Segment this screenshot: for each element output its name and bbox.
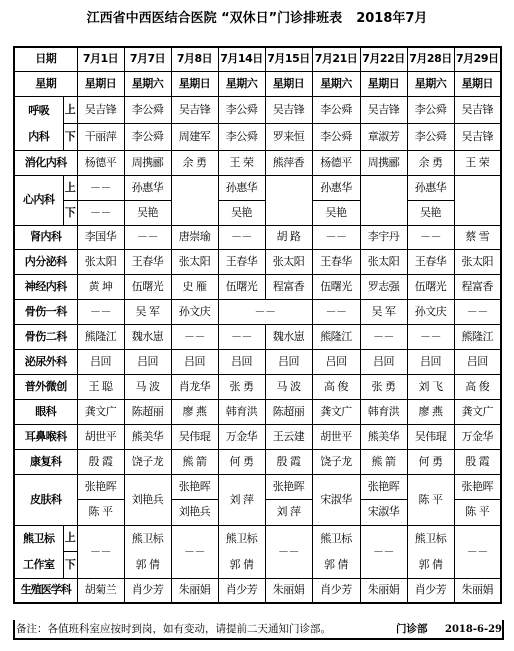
schedule-cell-bottom: 郭 倩 (229, 557, 254, 571)
schedule-cell: 何 勇 (218, 449, 265, 474)
header-date: 7月21日 (312, 47, 360, 71)
title-date: 2018年7月 (356, 11, 428, 26)
schedule-cell: 王春华 (218, 249, 265, 274)
header-date: 7月1日 (77, 47, 124, 71)
shift-upper: 上 (63, 96, 77, 123)
schedule-cell: 肖少芳 (218, 578, 265, 603)
schedule-cell: 韩育洪 (360, 399, 407, 424)
schedule-cell: 周携郦 (124, 150, 171, 175)
schedule-cell: 朱丽娟 (360, 578, 407, 603)
schedule-cell (124, 525, 171, 578)
schedule-cell: 吕回 (124, 349, 171, 374)
schedule-cell: 张 勇 (360, 374, 407, 399)
schedule-cell-empty (171, 175, 218, 225)
schedule-cell (77, 474, 124, 525)
schedule-cell-bottom: 郭 倩 (418, 557, 443, 571)
schedule-cell: 李公舜 (124, 123, 171, 150)
schedule-cell: 肖少芳 (124, 578, 171, 603)
header-weekday: 星期日 (77, 71, 124, 96)
schedule-cell: 章淑芳 (360, 123, 407, 150)
schedule-cell: 胡世平 (77, 424, 124, 449)
schedule-cell: －－ (454, 525, 501, 578)
schedule-cell: －－ (124, 225, 171, 249)
schedule-cell: 朱丽娟 (454, 578, 501, 603)
header-date: 7月15日 (265, 47, 312, 71)
dept-huxi (14, 96, 63, 150)
schedule-cell: 吴艳 (312, 200, 360, 225)
schedule-cell: 吕回 (360, 349, 407, 374)
schedule-cell: －－ (77, 525, 124, 578)
schedule-cell: －－ (265, 525, 312, 578)
header-weekday: 星期日 (360, 71, 407, 96)
schedule-cell: 吴吉锋 (454, 96, 501, 123)
schedule-cell-bottom: 宋淑华 (361, 499, 407, 525)
schedule-cell: 孙惠华 (407, 175, 454, 200)
schedule-cell: 余 勇 (171, 150, 218, 175)
schedule-cell: 吴吉锋 (360, 96, 407, 123)
header-weekday: 星期六 (312, 71, 360, 96)
dept-miniao: 泌尿外科 (14, 349, 77, 374)
page-title (0, 7, 514, 26)
schedule-cell: 刘艳兵 (124, 474, 171, 525)
schedule-cell: －－ (77, 299, 124, 324)
schedule-cell: 孙文庆 (171, 299, 218, 324)
dept-xiongwei (14, 525, 63, 578)
dept-kangfu: 康复科 (14, 449, 77, 474)
schedule-cell: 王春华 (124, 249, 171, 274)
schedule-cell: －－ (77, 200, 124, 225)
schedule-cell: 吕回 (265, 349, 312, 374)
footer-issuer: 门诊部 (396, 623, 428, 635)
schedule-cell: 王 荣 (218, 150, 265, 175)
schedule-cell: 熊萍香 (265, 150, 312, 175)
header-date: 7月28日 (407, 47, 454, 71)
schedule-cell: 孙惠华 (312, 175, 360, 200)
schedule-cell: 伍曙光 (312, 274, 360, 299)
schedule-cell: 孙文庆 (407, 299, 454, 324)
schedule-cell: 陈 平 (407, 474, 454, 525)
schedule-cell: 吴伟琨 (407, 424, 454, 449)
dept-xinneike: 心内科 (14, 175, 63, 225)
schedule-cell-top: 张艳晖 (367, 479, 400, 493)
schedule-cell: 李公舜 (124, 96, 171, 123)
schedule-cell: 吴艳 (218, 200, 265, 225)
schedule-cell: 孙惠华 (218, 175, 265, 200)
schedule-cell-bottom: 郭 倩 (135, 557, 160, 571)
schedule-cell: －－ (218, 324, 265, 349)
header-date: 7月29日 (454, 47, 501, 71)
schedule-cell: 高 俊 (312, 374, 360, 399)
schedule-cell: 程富香 (454, 274, 501, 299)
schedule-cell: 蔡 雪 (454, 225, 501, 249)
schedule-cell: 吴吉锋 (77, 96, 124, 123)
schedule-cell: 胡 路 (265, 225, 312, 249)
schedule-cell: －－ (312, 299, 360, 324)
schedule-cell: 龚文广 (312, 399, 360, 424)
schedule-cell: 李国华 (77, 225, 124, 249)
footer-date: 2018-6-29 (445, 624, 503, 635)
schedule-cell: 朱丽娟 (171, 578, 218, 603)
schedule-cell: 李公舜 (407, 123, 454, 150)
header-weekday: 星期六 (407, 71, 454, 96)
schedule-cell: 周建军 (171, 123, 218, 150)
header-weekday: 星期日 (171, 71, 218, 96)
dept-shenjing: 神经内科 (14, 274, 77, 299)
schedule-cell-top: 熊卫标 (320, 531, 352, 545)
schedule-cell: 饶子龙 (312, 449, 360, 474)
dept-gushang1: 骨伤一科 (14, 299, 77, 324)
schedule-cell: 胡世平 (312, 424, 360, 449)
schedule-cell: 朱丽娟 (265, 578, 312, 603)
schedule-cell: 宋淑华 (312, 474, 360, 525)
schedule-cell: 罗志强 (360, 274, 407, 299)
header-weekday: 星期日 (454, 71, 501, 96)
schedule-cell-top: 张艳晖 (84, 479, 117, 493)
dept-shengzhi: 生殖医学科 (14, 578, 77, 603)
header-weekday: 星期六 (124, 71, 171, 96)
schedule-cell (265, 474, 312, 525)
schedule-cell: 吕回 (218, 349, 265, 374)
schedule-cell: －－ (407, 225, 454, 249)
schedule-cell: 殷 霞 (454, 449, 501, 474)
schedule-cell: －－ (312, 225, 360, 249)
footer-note (13, 621, 502, 638)
schedule-cell: 史 雁 (171, 274, 218, 299)
schedule-cell-empty (360, 175, 407, 225)
schedule-cell: 余 勇 (407, 150, 454, 175)
schedule-cell: －－ (218, 225, 265, 249)
schedule-cell: 罗来恒 (265, 123, 312, 150)
dept-yanke: 眼科 (14, 399, 77, 424)
schedule-cell: 韩育洪 (218, 399, 265, 424)
schedule-cell-bottom: 陈 平 (78, 499, 124, 525)
schedule-cell-top: 熊卫标 (131, 531, 164, 545)
footer-note-text: 备注：各值班科室应按时到岗，如有变动，请提前二天通知门诊部。 (16, 623, 331, 635)
schedule-cell: 殷 霞 (77, 449, 124, 474)
schedule-cell: 吴 军 (360, 299, 407, 324)
schedule-cell: 马 波 (265, 374, 312, 399)
schedule-cell: 熊美华 (124, 424, 171, 449)
dept-gushang2: 骨伤二科 (14, 324, 77, 349)
schedule-cell: 魏水崽 (265, 324, 312, 349)
schedule-cell-bottom: 郭 倩 (324, 557, 348, 571)
schedule-cell: 孙惠华 (124, 175, 171, 200)
header-date: 7月8日 (171, 47, 218, 71)
schedule-cell: 廖 燕 (407, 399, 454, 424)
schedule-cell: 唐崇瑜 (171, 225, 218, 249)
schedule-cell: 万金华 (454, 424, 501, 449)
header-date-label: 日期 (14, 47, 77, 71)
dept-shennei: 肾内科 (14, 225, 77, 249)
schedule-cell: 熊隆江 (312, 324, 360, 349)
dept-puwai: 普外微创 (14, 374, 77, 399)
schedule-cell: 陈超丽 (265, 399, 312, 424)
schedule-cell: 胡菊兰 (77, 578, 124, 603)
schedule-cell: 吕回 (312, 349, 360, 374)
header-date: 7月14日 (218, 47, 265, 71)
schedule-cell: －－ (218, 299, 312, 324)
schedule-cell: 王 荣 (454, 150, 501, 175)
schedule-cell: 吴吉锋 (454, 123, 501, 150)
schedule-cell: 伍曙光 (124, 274, 171, 299)
schedule-cell: 伍曙光 (407, 274, 454, 299)
schedule-cell: 吴伟琨 (171, 424, 218, 449)
schedule-cell (218, 525, 265, 578)
schedule-cell: －－ (360, 525, 407, 578)
schedule-cell: 李宇丹 (360, 225, 407, 249)
schedule-cell: 张太阳 (265, 249, 312, 274)
schedule-cell: 周携郦 (360, 150, 407, 175)
header-weekday: 星期六 (218, 71, 265, 96)
schedule-cell-empty (454, 175, 501, 225)
schedule-cell: －－ (171, 324, 218, 349)
shift-lower: 下 (63, 123, 77, 150)
schedule-cell: 熊隆江 (454, 324, 501, 349)
schedule-cell: 王云建 (265, 424, 312, 449)
schedule-cell-empty (265, 175, 312, 225)
schedule-cell: 李公舜 (218, 96, 265, 123)
schedule-cell: 吴艳 (407, 200, 454, 225)
schedule-cell (312, 525, 360, 578)
schedule-cell: 高 俊 (454, 374, 501, 399)
schedule-cell: 吕回 (454, 349, 501, 374)
schedule-cell: 魏水崽 (124, 324, 171, 349)
schedule-cell: 饶子龙 (124, 449, 171, 474)
schedule-cell: －－ (360, 324, 407, 349)
schedule-cell: 李公舜 (312, 96, 360, 123)
schedule-cell: 张 勇 (218, 374, 265, 399)
schedule-cell (407, 525, 454, 578)
schedule-cell: －－ (454, 299, 501, 324)
shift-upper: 上 (63, 525, 77, 552)
schedule-cell: 吴吉锋 (171, 96, 218, 123)
schedule-cell-top: 熊卫标 (414, 531, 447, 545)
schedule-cell: 熊 箭 (360, 449, 407, 474)
schedule-cell: 张太阳 (454, 249, 501, 274)
schedule-cell: 李公舜 (407, 96, 454, 123)
schedule-cell-top: 张艳晖 (461, 479, 493, 493)
schedule-cell: 李公舜 (312, 123, 360, 150)
shift-lower: 下 (63, 200, 77, 225)
shift-lower: 下 (63, 552, 77, 579)
dept-label: 工作室 (23, 558, 55, 571)
schedule-cell: 吕回 (77, 349, 124, 374)
dept-pifu: 皮肤科 (14, 474, 77, 525)
schedule-cell: 熊 箭 (171, 449, 218, 474)
header-date: 7月7日 (124, 47, 171, 71)
schedule-cell: 陈超丽 (124, 399, 171, 424)
schedule-cell: 王春华 (312, 249, 360, 274)
schedule-cell: 杨德平 (77, 150, 124, 175)
header-weekday: 星期日 (265, 71, 312, 96)
schedule-cell: 黄 坤 (77, 274, 124, 299)
dept-xiaohua: 消化内科 (14, 150, 77, 175)
dept-erbi: 耳鼻喉科 (14, 424, 77, 449)
schedule-cell: 张太阳 (77, 249, 124, 274)
schedule-cell (360, 474, 407, 525)
schedule-cell (454, 474, 501, 525)
schedule-cell: 肖少芳 (312, 578, 360, 603)
schedule-cell: 张太阳 (360, 249, 407, 274)
schedule-cell: 熊隆江 (77, 324, 124, 349)
schedule-cell: 吴艳 (124, 200, 171, 225)
schedule-cell: 杨德平 (312, 150, 360, 175)
schedule-cell: 刘 萍 (218, 474, 265, 525)
schedule-cell: 李公舜 (218, 123, 265, 150)
schedule-cell: 廖 燕 (171, 399, 218, 424)
schedule-cell: 殷 霞 (265, 449, 312, 474)
schedule-cell: 吕回 (171, 349, 218, 374)
dept-neifenmi: 内分泌科 (14, 249, 77, 274)
schedule-cell: 马 波 (124, 374, 171, 399)
schedule-cell: 龚文广 (454, 399, 501, 424)
schedule-cell: 王 聪 (77, 374, 124, 399)
schedule-cell: 龚文广 (77, 399, 124, 424)
schedule-cell: 万金华 (218, 424, 265, 449)
dept-label: 熊卫标 (23, 532, 55, 545)
schedule-cell-bottom: 刘 萍 (266, 499, 312, 525)
shift-upper: 上 (63, 175, 77, 200)
schedule-cell-top: 熊卫标 (225, 531, 258, 545)
schedule-cell: 程富香 (265, 274, 312, 299)
schedule-cell: －－ (171, 525, 218, 578)
schedule-cell: 吴吉锋 (265, 96, 312, 123)
schedule-cell: 王春华 (407, 249, 454, 274)
schedule-cell-bottom: 刘艳兵 (172, 499, 218, 525)
schedule-cell: 张太阳 (171, 249, 218, 274)
schedule-cell: 肖少芳 (407, 578, 454, 603)
schedule-cell: －－ (407, 324, 454, 349)
schedule-cell: 吴 军 (124, 299, 171, 324)
schedule-cell: 刘 飞 (407, 374, 454, 399)
schedule-cell: 肖龙华 (171, 374, 218, 399)
schedule-cell: 熊美华 (360, 424, 407, 449)
schedule-cell: 干丽萍 (77, 123, 124, 150)
title-main: 江西省中西医结合医院 “双休日”门诊排班表 (86, 11, 343, 26)
dept-label: 呼吸 (28, 103, 50, 117)
schedule-cell: 伍曙光 (218, 274, 265, 299)
schedule-cell (171, 474, 218, 525)
header-date: 7月22日 (360, 47, 407, 71)
schedule-cell: 吕回 (407, 349, 454, 374)
schedule-cell-top: 张艳晖 (272, 479, 305, 493)
dept-label: 内科 (28, 129, 50, 143)
schedule-table (13, 46, 502, 604)
header-weekday-label: 星期 (14, 71, 77, 96)
schedule-cell-top: 张艳晖 (178, 479, 211, 493)
schedule-cell: －－ (77, 175, 124, 200)
schedule-cell: 何 勇 (407, 449, 454, 474)
schedule-cell-bottom: 陈 平 (455, 499, 501, 525)
